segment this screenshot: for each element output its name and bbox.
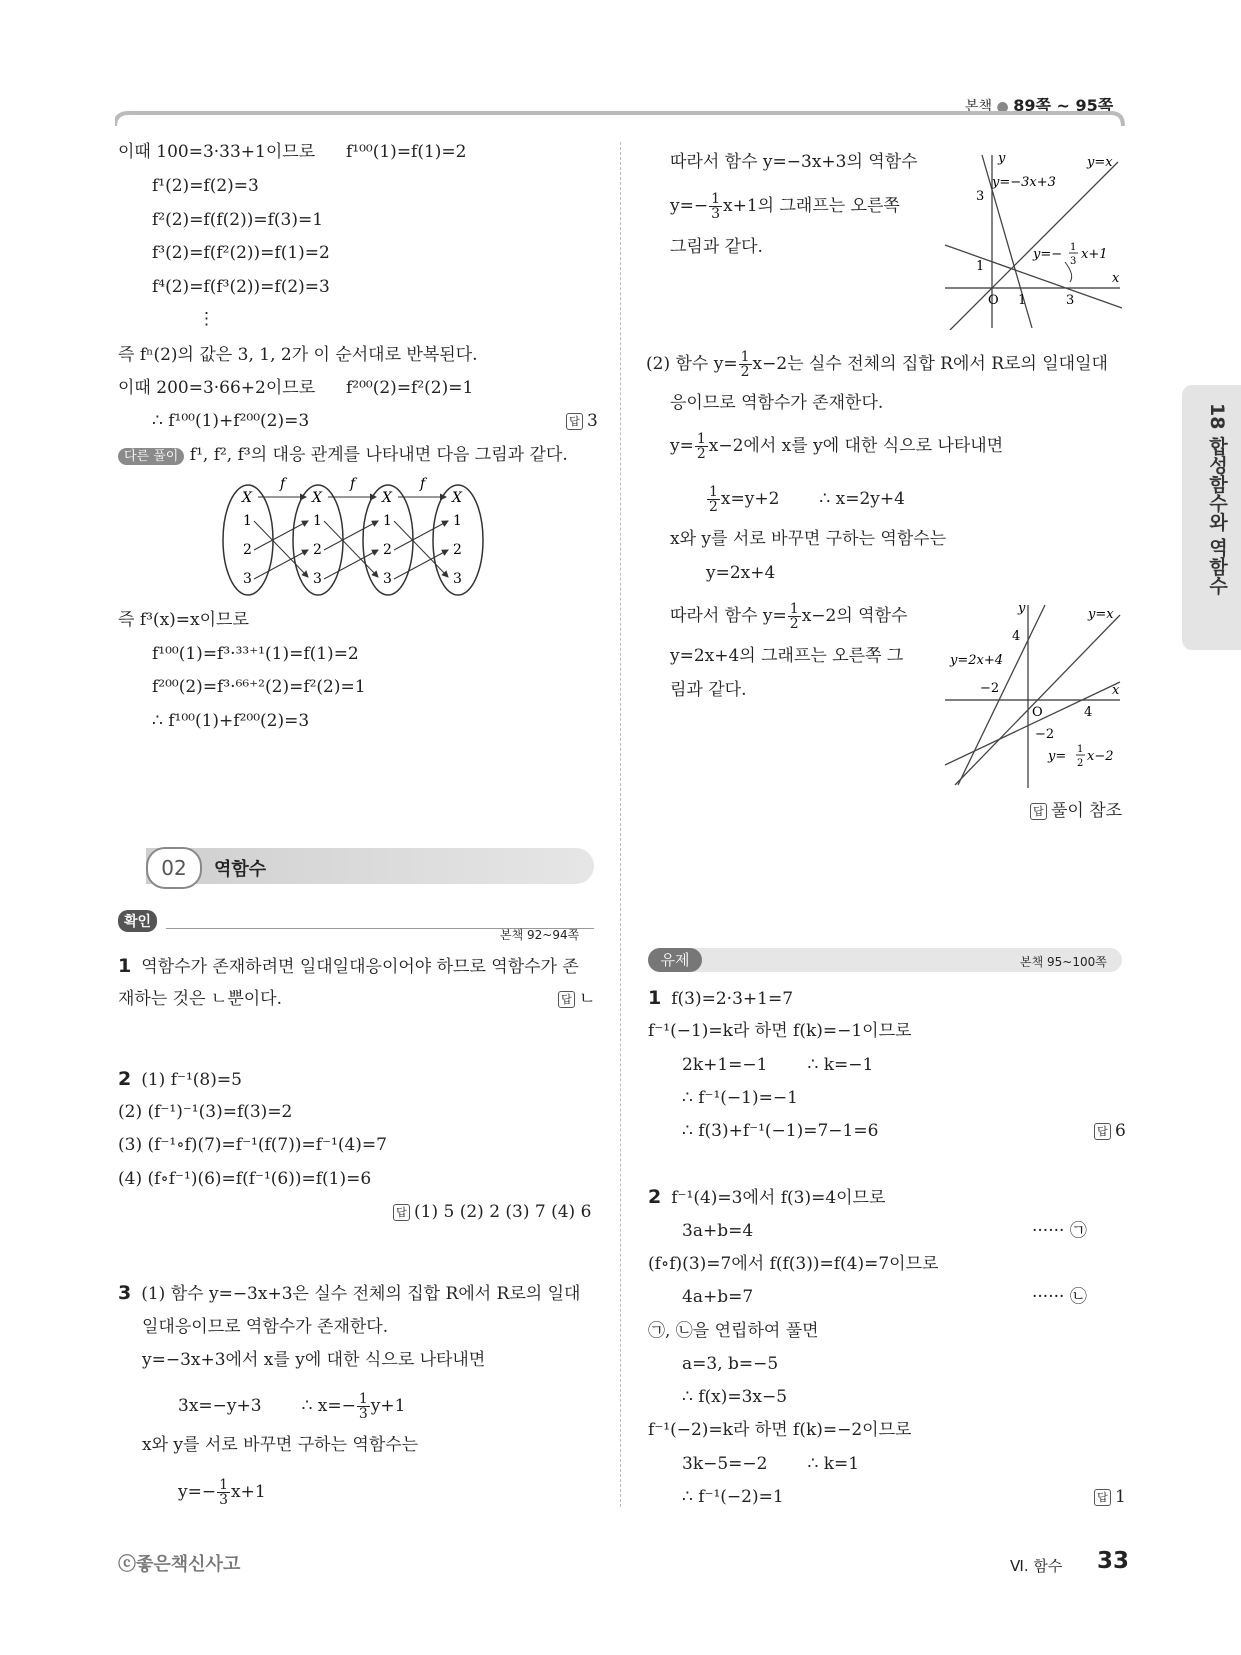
problem-1-cont: 재하는 것은 ㄴ뿐이다. bbox=[118, 989, 283, 1009]
left-line-11: f²⁰⁰(2)=f³·⁶⁶⁺²(2)=f²(2)=1 bbox=[152, 677, 366, 697]
svg-text:1: 1 bbox=[243, 513, 252, 529]
left-line-6: 즉 fⁿ(2)의 값은 3, 1, 2가 이 순서대로 반복된다. bbox=[118, 345, 478, 365]
svg-text:3: 3 bbox=[1070, 256, 1077, 267]
svg-text:x−2: x−2 bbox=[1087, 749, 1114, 764]
answer-s2: 답 1 bbox=[1094, 1486, 1126, 1508]
similar-2-l2: 3a+b=4 bbox=[682, 1221, 754, 1241]
left-line-7b: f²⁰⁰(2)=f²(2)=1 bbox=[346, 378, 474, 398]
bullet-icon: ● bbox=[996, 99, 1009, 115]
svg-text:y=2x+4: y=2x+4 bbox=[950, 653, 1004, 668]
set-label: X bbox=[312, 490, 322, 506]
similar-1-l4: ∴ f⁻¹(−1)=−1 bbox=[682, 1088, 798, 1108]
similar-1-l3: 2k+1=−1 ∴ k=−1 bbox=[682, 1055, 874, 1075]
svg-text:3: 3 bbox=[243, 571, 252, 587]
svg-text:1: 1 bbox=[383, 513, 392, 529]
section-title: 역함수 bbox=[214, 859, 267, 880]
column-divider bbox=[620, 142, 621, 1507]
right-line-9: y=2x+4 bbox=[706, 563, 776, 583]
problem-2: 2 (1) f⁻¹(8)=5 bbox=[118, 1068, 242, 1090]
similar-2-l6: a=3, b=−5 bbox=[682, 1354, 779, 1374]
svg-text:x+1: x+1 bbox=[1081, 247, 1108, 262]
alt-solution-badge: 다른 풀이 bbox=[118, 448, 184, 465]
answer-p1: 답 ㄴ bbox=[558, 988, 595, 1010]
svg-text:1: 1 bbox=[1077, 744, 1084, 755]
page-number: 33 bbox=[1097, 1548, 1130, 1574]
left-line-9: 즉 f³(x)=x이므로 bbox=[118, 610, 249, 630]
left-line-7: 이때 200=3·66+2이므로 bbox=[118, 378, 316, 398]
right-line-6: y= $\frac{1}{2}$ x−2에서 x를 y에 대한 식으로 나타내면 bbox=[670, 431, 1004, 462]
problem-2-l2: (2) (f⁻¹)⁻¹(3)=f(3)=2 bbox=[118, 1102, 293, 1122]
problem-3-l3: y=−3x+3에서 x를 y에 대한 식으로 나타내면 bbox=[142, 1350, 486, 1370]
answer-1: 답 3 bbox=[566, 410, 598, 432]
graph-inverse-1 bbox=[940, 150, 1125, 330]
right-line-8: x와 y를 서로 바꾸면 구하는 역함수는 bbox=[670, 529, 947, 549]
svg-text:y=x: y=x bbox=[1087, 155, 1113, 170]
publisher-logo: ⓒ좋은책신사고 bbox=[118, 1554, 241, 1575]
svg-text:y=x: y=x bbox=[1088, 607, 1114, 622]
func-label: f bbox=[420, 476, 426, 492]
answer-p2: 답 (1) 5 (2) 2 (3) 7 (4) 6 bbox=[393, 1201, 591, 1223]
svg-text:1: 1 bbox=[976, 259, 985, 274]
svg-text:y=−: y=− bbox=[1033, 247, 1063, 262]
svg-text:3: 3 bbox=[383, 571, 392, 587]
side-tab bbox=[1182, 385, 1241, 650]
svg-text:4: 4 bbox=[1084, 705, 1093, 720]
func-label: f bbox=[350, 476, 356, 492]
answer-icon: 답 bbox=[1094, 1489, 1111, 1506]
problem-1: 1 역함수가 존재하려면 일대일대응이어야 하므로 역함수가 존 bbox=[118, 955, 579, 977]
similar-2: 2 f⁻¹(4)=3에서 f(3)=4이므로 bbox=[648, 1186, 886, 1208]
side-tab-label: 18 합성함수와 역함수 bbox=[1206, 403, 1228, 595]
problem-3-l5: x와 y를 서로 바꾸면 구하는 역함수는 bbox=[142, 1435, 419, 1455]
answer-icon: 답 bbox=[558, 991, 575, 1008]
alt-solution-text: f¹, f², f³의 대응 관계를 나타내면 다음 그림과 같다. bbox=[189, 445, 568, 465]
right-line-3: 그림과 같다. bbox=[670, 237, 763, 257]
svg-text:2: 2 bbox=[313, 542, 322, 558]
right-line-12: 림과 같다. bbox=[670, 680, 747, 700]
similar-ref: 본책 95~100쪽 bbox=[1020, 955, 1107, 969]
left-line-5: f⁴(2)=f(f³(2))=f(2)=3 bbox=[152, 277, 330, 297]
similar-2-l5: ㉠, ㉡을 연립하여 풀면 bbox=[648, 1321, 819, 1341]
svg-text:1: 1 bbox=[453, 513, 462, 529]
similar-2-l7: ∴ f(x)=3x−5 bbox=[682, 1387, 788, 1407]
set-label: X bbox=[242, 490, 252, 506]
similar-badge: 유제 bbox=[648, 948, 702, 972]
svg-text:2: 2 bbox=[1077, 758, 1084, 769]
left-line-8: ∴ f¹⁰⁰(1)+f²⁰⁰(2)=3 bbox=[152, 411, 310, 431]
graph-inverse-2 bbox=[940, 600, 1125, 790]
right-line-2: y=− $\frac{1}{3}$ x+1의 그래프는 오른쪽 bbox=[670, 191, 900, 222]
svg-text:3: 3 bbox=[1066, 293, 1075, 308]
left-line-1b: f¹⁰⁰(1)=f(1)=2 bbox=[346, 142, 467, 162]
similar-2-l9: 3k−5=−2 ∴ k=1 bbox=[682, 1454, 860, 1474]
svg-text:3: 3 bbox=[453, 571, 462, 587]
svg-text:3: 3 bbox=[976, 189, 985, 204]
right-line-5: 응이므로 역함수가 존재한다. bbox=[670, 393, 884, 413]
right-line-4: (2) 함수 y= $\frac{1}{2}$ x−2는 실수 전체의 집합 R에서 R로의 일대일대 bbox=[646, 349, 1108, 380]
header-pages: 89쪽 ~ 95쪽 bbox=[1013, 96, 1114, 115]
left-line-1: 이때 100=3·33+1이므로 bbox=[118, 142, 316, 162]
svg-text:−2: −2 bbox=[980, 681, 1000, 696]
line-a bbox=[958, 605, 1045, 785]
set-label: X bbox=[452, 490, 462, 506]
answer-ref: 답 풀이 참조 bbox=[1030, 800, 1122, 822]
left-line-4: f³(2)=f(f²(2))=f(1)=2 bbox=[152, 243, 330, 263]
problem-3-l6: y=− $\frac{1}{3}$ x+1 bbox=[178, 1477, 266, 1508]
svg-text:1: 1 bbox=[313, 513, 322, 529]
header-rule bbox=[115, 110, 1125, 128]
marker-1: ······ ㉠ bbox=[1032, 1221, 1087, 1241]
answer-icon: 답 bbox=[566, 413, 583, 430]
confirm-ref: 본책 92~94쪽 bbox=[500, 928, 580, 942]
right-line-1: 따라서 함수 y=−3x+3의 역함수 bbox=[670, 152, 918, 172]
set-label: X bbox=[382, 490, 392, 506]
svg-text:O: O bbox=[1032, 705, 1043, 720]
similar-2-l3: (f∘f)(3)=7에서 f(f(3))=f(4)=7이므로 bbox=[648, 1254, 939, 1274]
svg-text:y=−3x+3: y=−3x+3 bbox=[992, 175, 1056, 190]
problem-2-l4: (4) (f∘f⁻¹)(6)=f(f⁻¹(6))=f(1)=6 bbox=[118, 1169, 372, 1189]
left-line-3: f²(2)=f(f(2))=f(3)=1 bbox=[152, 210, 324, 230]
svg-text:2: 2 bbox=[243, 542, 252, 558]
svg-text:3: 3 bbox=[313, 571, 322, 587]
right-line-11: y=2x+4의 그래프는 오른쪽 그 bbox=[670, 646, 904, 666]
problem-3-l2: 일대응이므로 역함수가 존재한다. bbox=[142, 1317, 389, 1337]
left-line-10: f¹⁰⁰(1)=f³·³³⁺¹(1)=f(1)=2 bbox=[152, 644, 359, 664]
right-line-7: $\frac{1}{2}$ x=y+2 ∴ x=2y+4 bbox=[709, 484, 905, 515]
problem-3: 3 (1) 함수 y=−3x+3은 실수 전체의 집합 R에서 R로의 일대 bbox=[118, 1282, 581, 1304]
svg-text:x: x bbox=[1112, 271, 1120, 286]
similar-2-l10: ∴ f⁻¹(−2)=1 bbox=[682, 1487, 784, 1507]
left-dots: ⋮ bbox=[198, 309, 215, 329]
svg-text:−2: −2 bbox=[1035, 727, 1055, 742]
svg-text:y: y bbox=[1018, 601, 1026, 616]
svg-text:4: 4 bbox=[1012, 629, 1021, 644]
footer-chapter: Ⅵ. 함수 bbox=[1010, 1557, 1063, 1575]
similar-2-l4: 4a+b=7 bbox=[682, 1287, 754, 1307]
mapping-arrows bbox=[254, 521, 448, 579]
svg-text:y: y bbox=[998, 151, 1006, 166]
svg-text:y=: y= bbox=[1048, 749, 1067, 764]
svg-text:2: 2 bbox=[453, 542, 462, 558]
problem-2-l3: (3) (f⁻¹∘f)(7)=f⁻¹(f(7))=f⁻¹(4)=7 bbox=[118, 1135, 387, 1155]
similar-2-l8: f⁻¹(−2)=k라 하면 f(k)=−2이므로 bbox=[648, 1420, 912, 1440]
mapping-diagram bbox=[220, 470, 490, 600]
similar-1-l5: ∴ f(3)+f⁻¹(−1)=7−1=6 bbox=[682, 1121, 879, 1141]
svg-text:1: 1 bbox=[1070, 242, 1077, 253]
confirm-badge: 확인 bbox=[118, 910, 157, 932]
answer-icon: 답 bbox=[1094, 1123, 1111, 1140]
left-line-2: f¹(2)=f(2)=3 bbox=[152, 176, 259, 196]
svg-text:x: x bbox=[1112, 683, 1120, 698]
marker-2: ······ ㉡ bbox=[1032, 1287, 1087, 1307]
svg-text:O: O bbox=[988, 293, 999, 308]
answer-s1: 답 6 bbox=[1094, 1120, 1126, 1142]
left-line-12: ∴ f¹⁰⁰(1)+f²⁰⁰(2)=3 bbox=[152, 711, 310, 731]
similar-1-l2: f⁻¹(−1)=k라 하면 f(k)=−1이므로 bbox=[648, 1021, 912, 1041]
right-line-10: 따라서 함수 y= $\frac{1}{2}$ x−2의 역함수 bbox=[670, 601, 908, 632]
answer-icon: 답 bbox=[393, 1204, 410, 1221]
alt-solution-line bbox=[118, 444, 568, 468]
header-label: 본책 bbox=[965, 99, 993, 115]
svg-text:1: 1 bbox=[1018, 293, 1027, 308]
answer-icon: 답 bbox=[1030, 803, 1047, 820]
svg-text:2: 2 bbox=[383, 542, 392, 558]
similar-1: 1 f(3)=2·3+1=7 bbox=[648, 987, 794, 1009]
problem-3-l4: 3x=−y+3 ∴ x=− $\frac{1}{3}$ y+1 bbox=[178, 1391, 406, 1422]
section-number: 02 bbox=[146, 847, 202, 889]
func-label: f bbox=[280, 476, 286, 492]
